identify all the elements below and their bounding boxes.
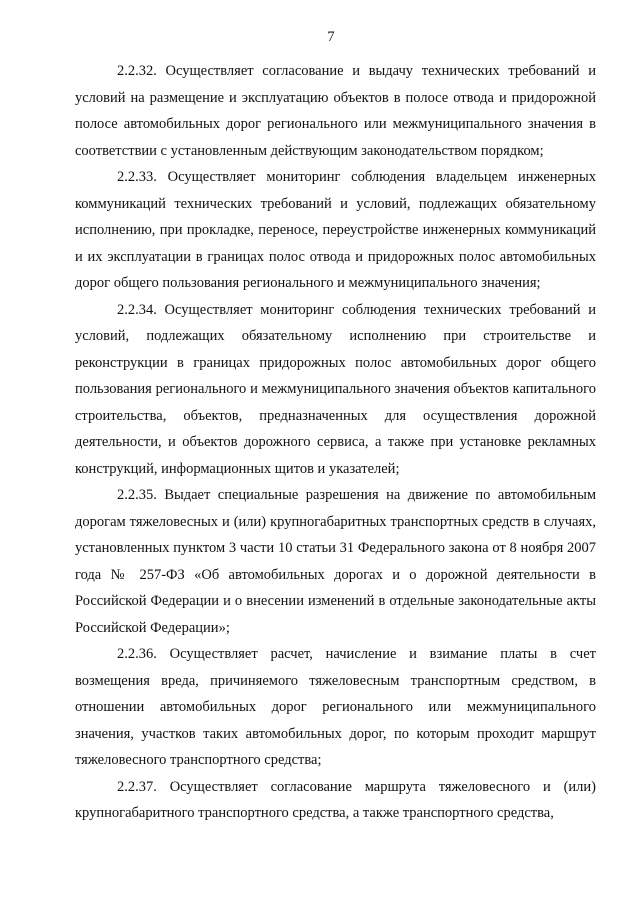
paragraph-2-2-35: 2.2.35. Выдает специальные разрешения на движение по автомобильным дорогам тяжеловесных и (или) крупногабаритных транспортных средств в случаях, установленных пунктом 3 части 10 статьи 31 Федерального закона от 8 ноября 2007 года № 257-ФЗ «Об автомобильных дорогах и о дорожной деятельности в Российской Федерации и о внесении изменений в отдельные законодательные акты Российской Федерации»; bbox=[75, 487, 596, 636]
paragraph-2-2-33: 2.2.33. Осуществляет мониторинг соблюдения владельцем инженерных коммуникаций технических требований и условий, подлежащих обязательному исполнению, при прокладке, переносе, переустройстве инженерных коммуникаций и их эксплуатации в границах полос отвода и придорожных полос автомобильных дорог общего пользования регионального и межмуниципального значения; bbox=[75, 169, 596, 291]
page-number: 7 bbox=[327, 29, 335, 45]
paragraph-2-2-34: 2.2.34. Осуществляет мониторинг соблюдения технических требований и условий, подлежащих обязательному исполнению при строительстве и реконструкции в границах придорожных полос автомобильных дорог общего пользования регионального и межмуниципального значения объектов капитального строительства, объектов, предназначенных для осуществления дорожной деятельности, и объектов дорожного сервиса, а также при установке рекламных конструкций, информационных щитов и указателей; bbox=[75, 301, 596, 477]
paragraph-2-2-37: 2.2.37. Осуществляет согласование маршрута тяжеловесного и (или) крупногабаритного транспортного средства, а также транспортного средства, bbox=[75, 778, 596, 821]
paragraph-2-2-32: 2.2.32. Осуществляет согласование и выдачу технических требований и условий на размещение и эксплуатацию объектов в полосе отвода и придорожной полосе автомобильных дорог регионального или межмуниципального значения в соответствии с установленным действующим законодательством порядком; bbox=[75, 63, 596, 159]
paragraph-2-2-36: 2.2.36. Осуществляет расчет, начисление и взимание платы в счет возмещения вреда, причиняемого тяжеловесным транспортным средством, в отношении автомобильных дорог регионального или межмуниципального значения, участков таких автомобильных дорог, по которым проходит маршрут тяжеловесного транспортного средства; bbox=[75, 646, 596, 768]
document-body bbox=[75, 58, 596, 827]
